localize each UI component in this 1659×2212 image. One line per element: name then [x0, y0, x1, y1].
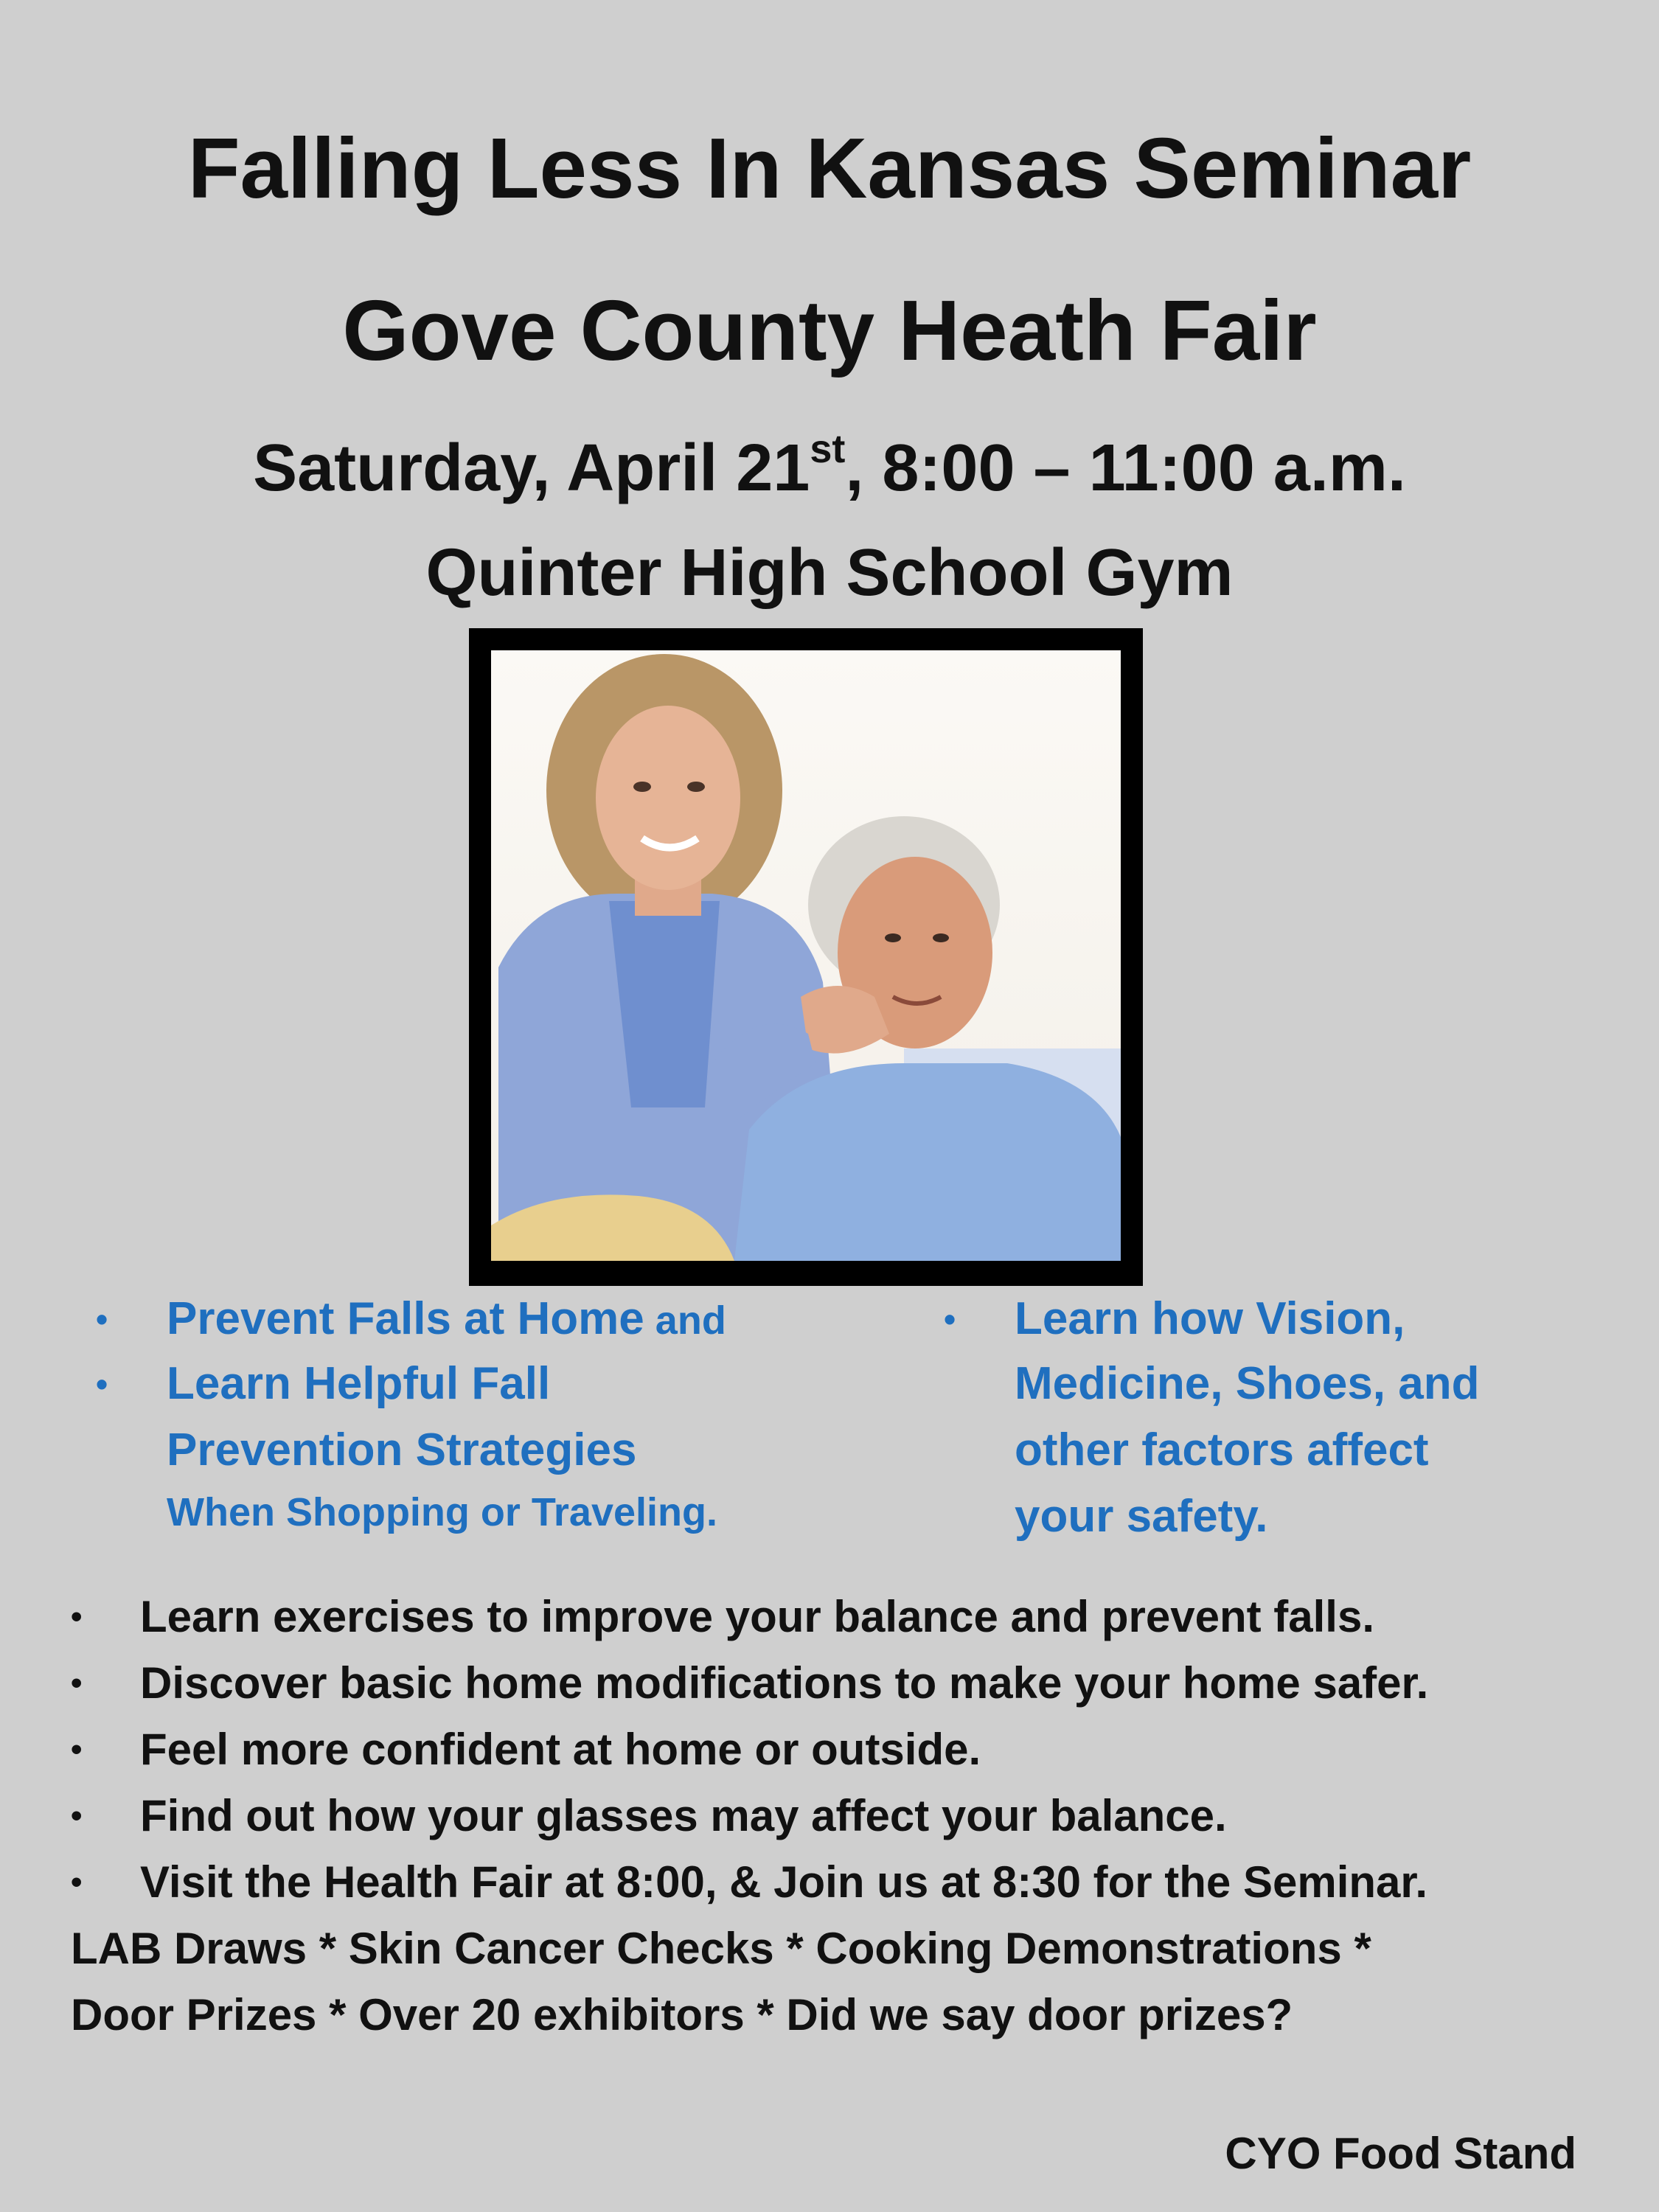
extras-line-2: Door Prizes * Over 20 exhibitors * Did we say door prizes? [71, 1990, 1293, 2039]
bullet-dot: • [96, 1365, 108, 1403]
left-bullet-1 [167, 1286, 726, 1354]
main-bullet-5: Visit the Health Fair at 8:00, & Join us at 8:30 for the Seminar. [140, 1857, 1428, 1907]
right-bullet-line-3: other factors affect [1015, 1425, 1429, 1475]
title-line-2: Gove County Heath Fair [342, 282, 1317, 378]
extras-line-1: LAB Draws * Skin Cancer Checks * Cooking Demonstrations * [71, 1924, 1371, 1973]
photo-frame [469, 628, 1143, 1286]
left-bullet-2-line-1: Learn Helpful Fall [167, 1358, 551, 1409]
bullet-dot: • [71, 1731, 83, 1767]
couple-illustration [491, 650, 1121, 1261]
bullet-dot: • [71, 1864, 83, 1900]
couple-photo [491, 650, 1121, 1261]
event-date [0, 428, 1659, 509]
bullet-dot: • [71, 1798, 83, 1834]
left-bullet-2-line-3: When Shopping or Traveling. [167, 1490, 718, 1534]
left-bullet-1-text: Prevent Falls at Home [167, 1293, 644, 1344]
event-venue: Quinter High School Gym [425, 536, 1234, 610]
main-bullet-4: Find out how your glasses may affect your balance. [140, 1791, 1227, 1840]
date-time: , 8:00 – 11:00 a.m. [845, 431, 1406, 505]
left-bullet-2-line-2: Prevention Strategies [167, 1425, 637, 1475]
bullet-dot: • [944, 1300, 956, 1338]
right-bullet-line-2: Medicine, Shoes, and [1015, 1358, 1480, 1409]
date-main: Saturday, April 21 [253, 431, 810, 505]
right-bullet-line-4: your safety. [1015, 1491, 1268, 1542]
bullet-dot: • [71, 1665, 83, 1701]
main-bullet-3: Feel more confident at home or outside. [140, 1725, 981, 1774]
bullet-dot: • [71, 1599, 83, 1635]
date-ordinal: st [810, 427, 846, 471]
right-bullet-line-1: Learn how Vision, [1015, 1293, 1405, 1344]
bullet-dot: • [96, 1300, 108, 1338]
left-bullet-1-suffix: and [644, 1298, 726, 1343]
main-bullet-1: Learn exercises to improve your balance and prevent falls. [140, 1592, 1374, 1641]
title-line-1: Falling Less In Kansas Seminar [187, 120, 1472, 216]
footer-food-stand: CYO Food Stand [1225, 2129, 1576, 2178]
main-bullet-2: Discover basic home modifications to make your home safer. [140, 1658, 1429, 1708]
